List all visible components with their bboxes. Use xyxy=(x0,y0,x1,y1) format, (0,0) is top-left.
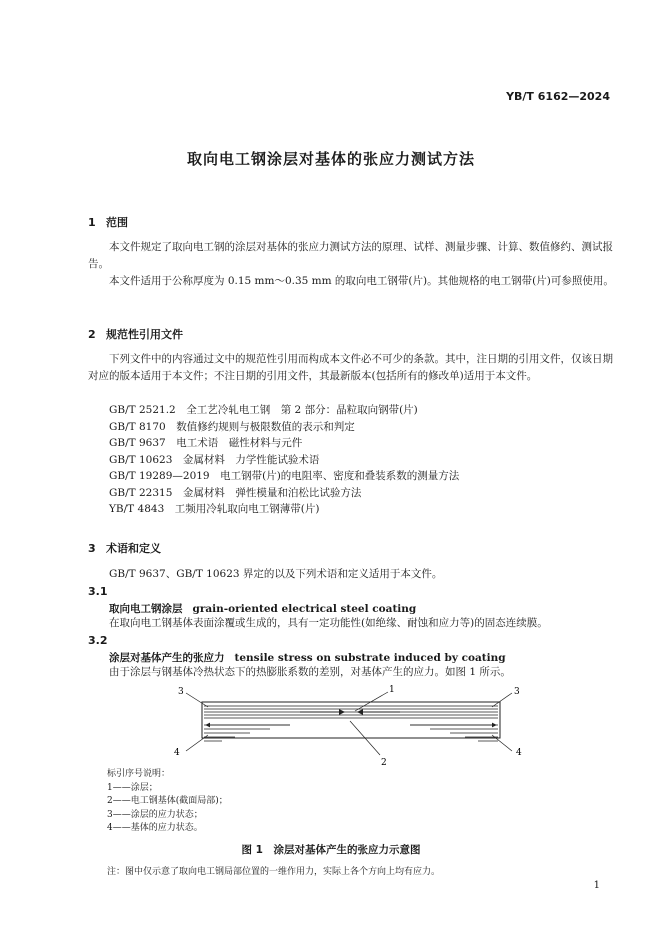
section-2-heading xyxy=(88,326,183,342)
term-3-2-definition: 由于涂层与钢基体冷热状态下的热膨胀系数的差别，对基体产生的应力。如图 1 所示。 xyxy=(109,666,511,678)
coating-layer xyxy=(202,702,500,738)
term-chinese: 取向电工钢涂层 xyxy=(109,603,183,615)
stress-diagram xyxy=(160,683,540,768)
section-number: 1 xyxy=(88,216,96,229)
legend-title: 标引序号说明： xyxy=(107,769,171,779)
section-title: 范围 xyxy=(106,216,128,229)
section-3-paragraph-1: GB/T 9637、GB/T 10623 界定的以及下列术语和定义适用于本文件。 xyxy=(109,568,443,580)
document-title: 取向电工钢涂层对基体的张应力测试方法 xyxy=(186,150,475,168)
section-1-heading xyxy=(88,214,128,230)
legend-item: 3——涂层的应力状态； xyxy=(107,809,203,820)
section-1-paragraph-2: 本文件适用于公称厚度为 0.15 mm～0.35 mm 的取向电工钢带(片)。其他规格的电工钢带(片)可参照使用。 xyxy=(109,275,614,287)
section-1-paragraph-1: 本文件规定了取向电工钢的涂层对基体的张应力测试方法的原理、试样、测量步骤、计算、数值修约、测试报告。 xyxy=(88,241,613,270)
term-english: grain-oriented electrical steel coating xyxy=(192,603,417,615)
term-3-1-definition: 在取向电工钢基体表面涂覆或生成的，具有一定功能性(如绝缘、耐蚀和应力等)的固态连续膜。 xyxy=(109,617,548,629)
legend-item: 1——涂层； xyxy=(107,782,158,793)
coating-stress-lines xyxy=(204,706,498,718)
reference-item: YB/T 4843 工频用冷轧取向电工钢薄带(片) xyxy=(109,503,320,515)
figure-note: 注：图中仅示意了取向电工钢局部位置的一维作用力，实际上各个方向上均有应力。 xyxy=(107,867,441,877)
reference-item: GB/T 2521.2 全工艺冷轧电工钢 第 2 部分：晶粒取向钢带(片) xyxy=(109,404,418,416)
section-2-paragraph-1: 下列文件中的内容通过文中的规范性引用而构成本文件必不可少的条款。其中，注日期的引用文件，仅该日期对应的版本适用于本文件；不注日期的引用文件，其最新版本(包括所有的修改单)适用于本文件。 xyxy=(88,353,613,382)
term-chinese: 涂层对基体产生的张应力 xyxy=(109,652,225,664)
term-3-2-number: 3.2 xyxy=(88,634,108,647)
figure-label-3-right: 3 xyxy=(514,687,520,697)
term-3-1-title xyxy=(109,601,416,616)
reference-item: GB/T 22315 金属材料 弹性模量和泊松比试验方法 xyxy=(109,486,362,499)
legend-item: 4——基体的应力状态。 xyxy=(107,823,203,833)
reference-item: GB/T 10623 金属材料 力学性能试验术语 xyxy=(109,453,320,466)
reference-item: GB/T 8170 数值修约规则与极限数值的表示和判定 xyxy=(109,420,355,433)
reference-list xyxy=(109,402,609,518)
term-3-2-title xyxy=(109,650,506,665)
figure-label-2: 2 xyxy=(381,758,387,768)
figure-label-4-left: 4 xyxy=(174,748,180,758)
section-3-heading xyxy=(88,540,161,556)
section-title: 规范性引用文件 xyxy=(106,328,183,341)
section-number: 3 xyxy=(88,542,96,555)
figure-label-3-left: 3 xyxy=(178,687,184,697)
leader-lines xyxy=(186,692,512,755)
legend-item: 2——电工钢基体(截面局部)； xyxy=(107,796,228,806)
figure-label-1: 1 xyxy=(389,685,395,695)
page-number: 1 xyxy=(593,880,600,891)
term-3-1-number: 3.1 xyxy=(88,585,108,598)
figure-caption: 图 1 涂层对基体产生的张应力示意图 xyxy=(241,844,421,856)
section-number: 2 xyxy=(88,328,96,341)
figure-label-4-right: 4 xyxy=(516,748,522,758)
reference-item: GB/T 9637 电工术语 磁性材料与元件 xyxy=(109,437,303,449)
reference-item: GB/T 19289—2019 电工钢带(片)的电阻率、密度和叠装系数的测量方法 xyxy=(109,470,460,482)
term-english: tensile stress on substrate induced by coating xyxy=(234,652,506,664)
figure-legend xyxy=(107,768,228,836)
standard-number: YB/T 6162—2024 xyxy=(506,90,610,103)
section-title: 术语和定义 xyxy=(106,542,161,555)
substrate-stress-lines xyxy=(204,725,498,741)
